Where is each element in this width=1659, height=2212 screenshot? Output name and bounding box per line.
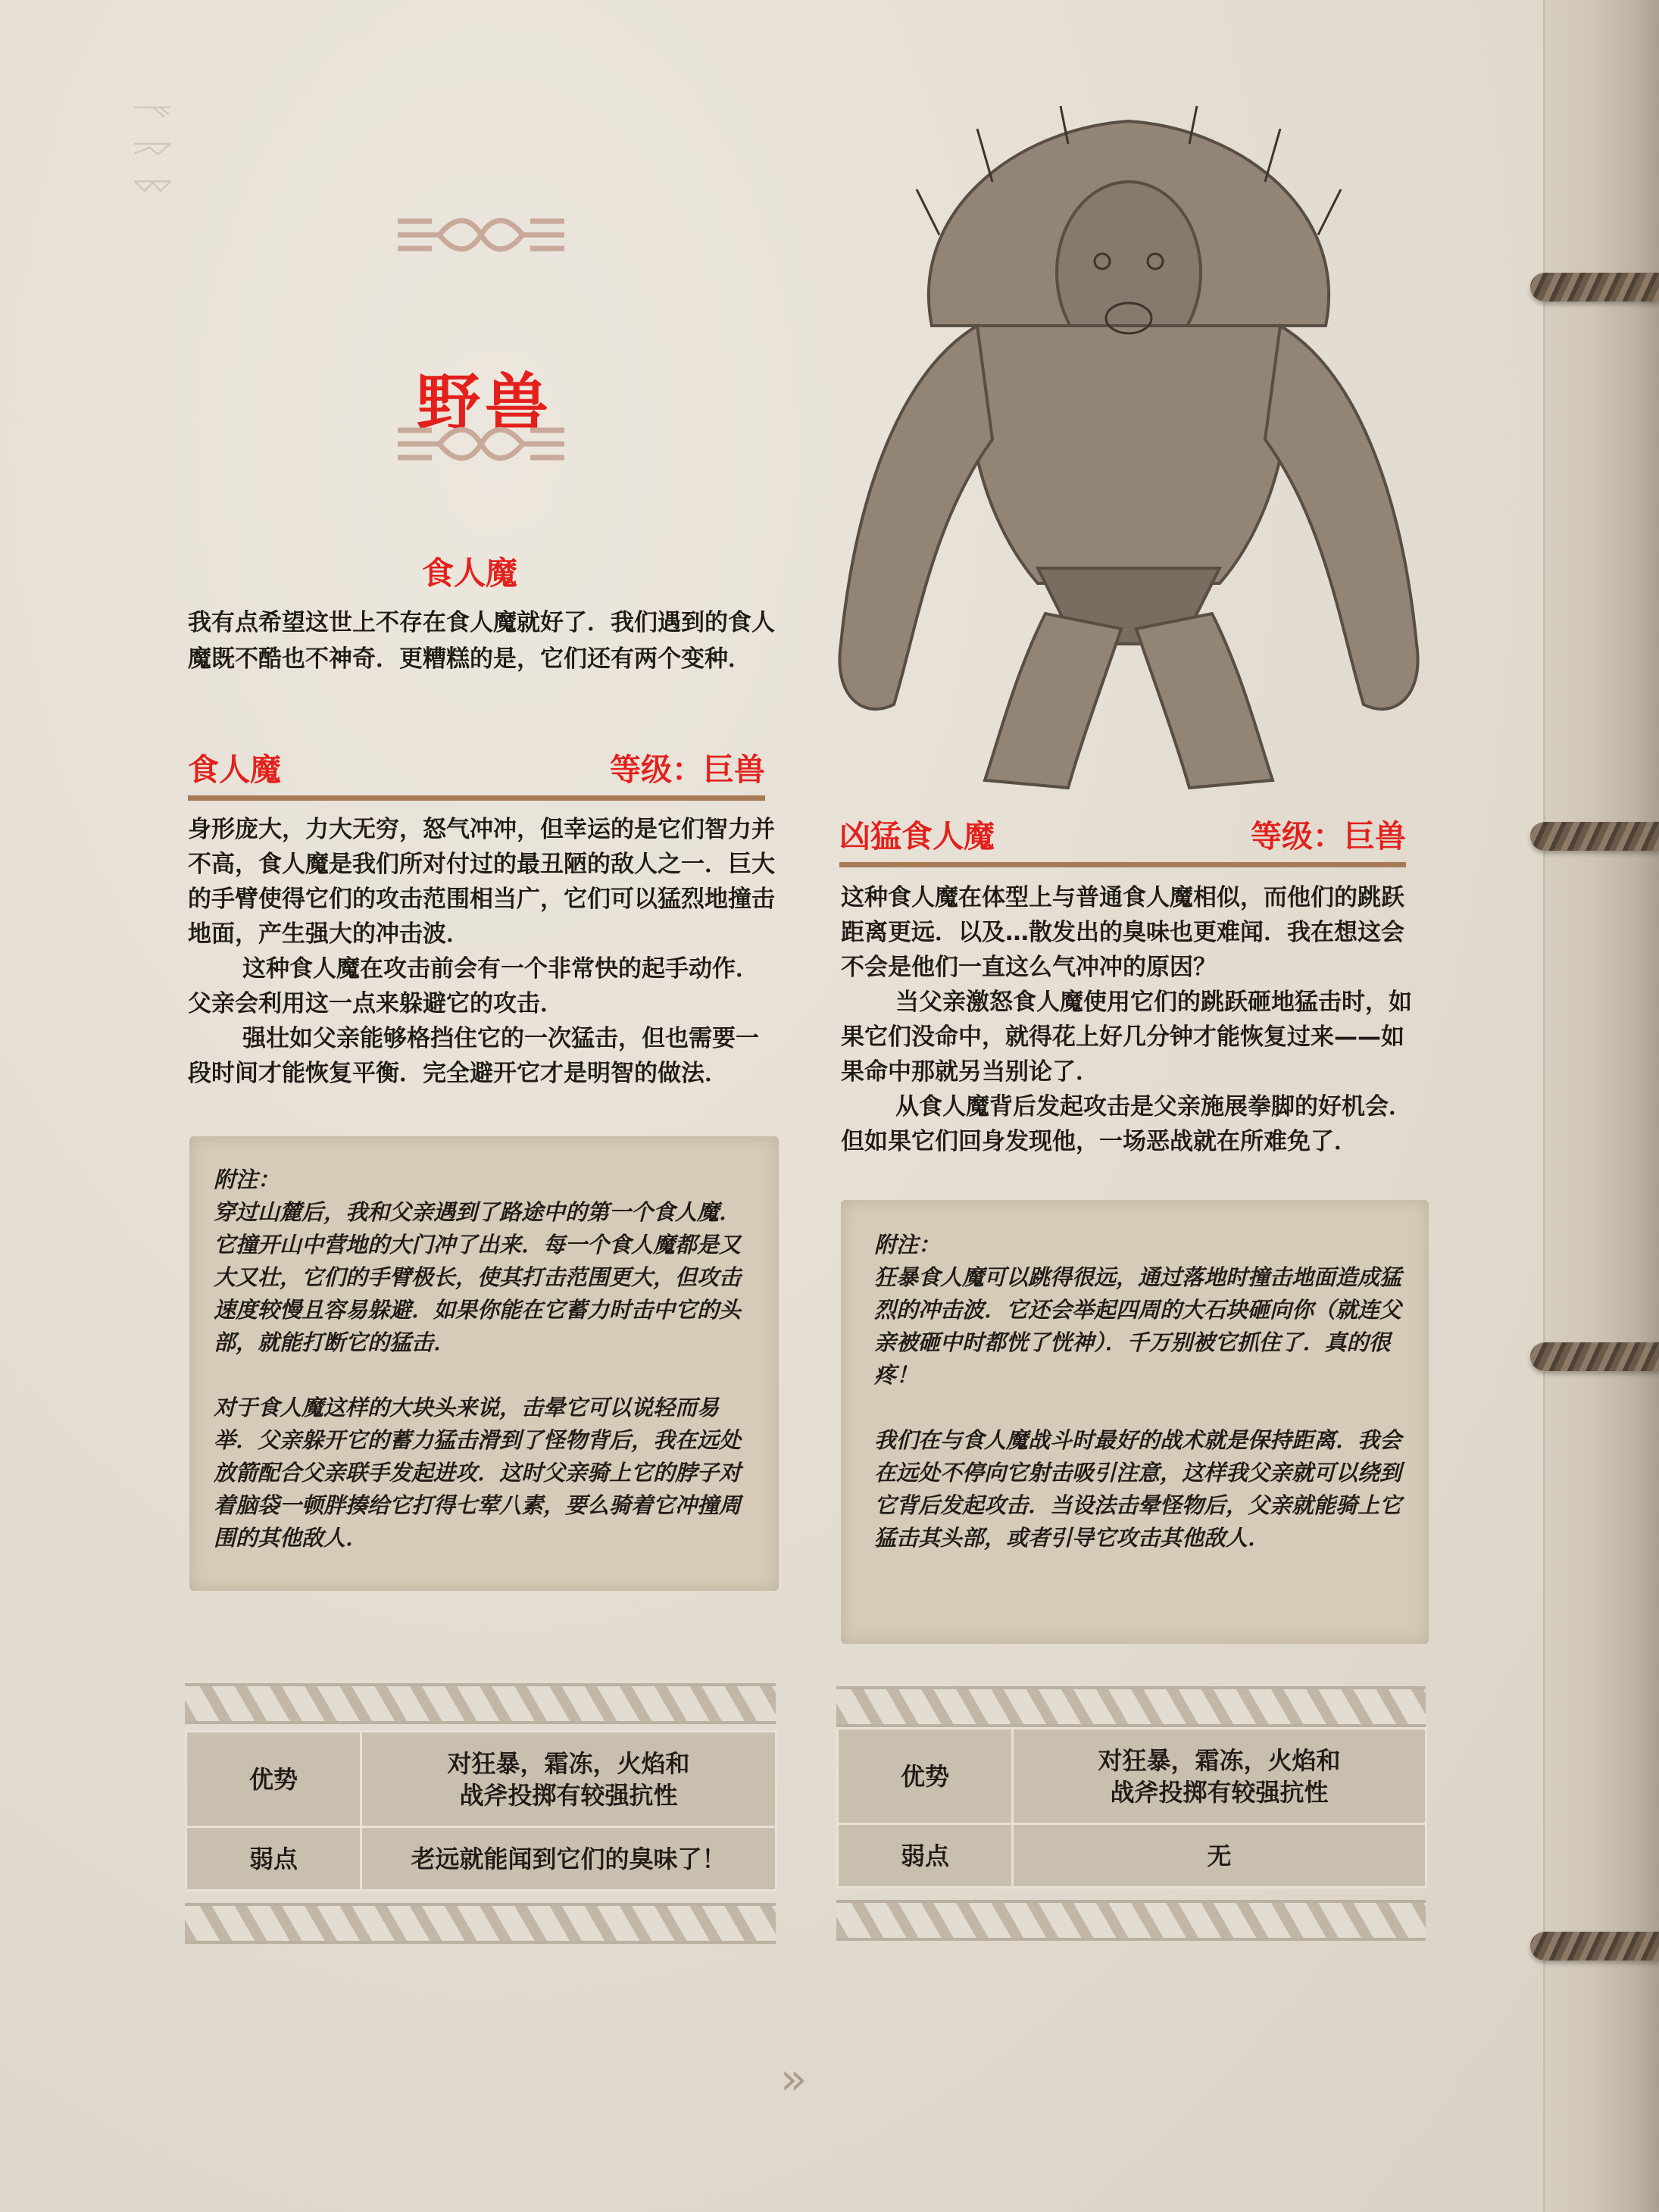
right-paragraph: 当父亲激怒食人魔使用它们的跳跃砸地猛击时，如果它们没命中，就得花上好几分钟才能恢复过来——如果命中那就另当别论了． <box>841 989 1412 1086</box>
section-title: 食人魔 <box>421 555 517 592</box>
page-title: 野兽 <box>416 366 553 442</box>
binding-rope <box>1530 1932 1659 1960</box>
right-weakness-value: 无 <box>1013 1824 1426 1888</box>
right-strength-value: 对狂暴，霜冻，火焰和 战斧投掷有较强抗性 <box>1013 1729 1426 1824</box>
left-note-paragraph: 对于食人魔这样的大块头来说，击晕它可以说轻而易举．父亲躲开它的蓄力猛击滑到了怪物背后，我在远处放箭配合父亲联手发起进攻．这时父亲骑上它的脖子对着脑袋一顿胖揍给它打得七荤八素，要么骑着它冲撞周围的其他敌人． <box>214 1395 742 1551</box>
ogre-illustration <box>818 98 1439 811</box>
right-pattern-band-bottom <box>836 1900 1426 1941</box>
left-note-label: 附注： <box>214 1167 280 1192</box>
binding-rope <box>1530 1342 1659 1371</box>
binding-rope <box>1530 822 1659 851</box>
left-monster-grade: 等级：巨兽 <box>610 751 765 788</box>
binding-rope <box>1530 273 1659 301</box>
left-strength-value: 对狂暴，霜冻，火焰和 战斧投掷有较强抗性 <box>361 1732 776 1827</box>
left-note-box <box>189 1136 779 1591</box>
left-paragraph: 强壮如父亲能够格挡住它的一次猛击，但也需要一段时间才能恢复平衡．完全避开它才是明智的做法． <box>188 1025 759 1087</box>
right-paragraph: 这种食人魔在体型上与普通食人魔相似，而他们的跳跃距离更远．以及…散发出的臭味也更难闻．我在想这会不会是他们一直这么气冲冲的原因？ <box>841 884 1404 981</box>
knot-ornament-top <box>394 212 568 258</box>
right-monster-grade: 等级：巨兽 <box>1251 818 1406 854</box>
left-strength-label: 优势 <box>186 1732 361 1827</box>
right-note-label: 附注： <box>874 1232 941 1258</box>
right-note-box <box>841 1200 1429 1644</box>
knot-ornament-bottom <box>394 421 568 467</box>
right-description <box>841 880 1417 1159</box>
right-note-paragraph: 狂暴食人魔可以跳得很远，通过落地时撞击地面造成猛烈的冲击波．它还会举起四周的大石块砸向你（就连父亲被砸中时都恍了恍神）．千万别被它抓住了．真的很疼！ <box>874 1264 1402 1388</box>
right-section-header <box>839 817 1406 867</box>
left-weakness-label: 弱点 <box>186 1827 361 1891</box>
left-description <box>188 812 779 1091</box>
right-note-paragraph: 我们在与食人魔战斗时最好的战术就是保持距离．我会在远处不停向它射击吸引注意，这样我父亲就可以绕到它背后发起攻击．当设法击晕怪物后，父亲就能骑上它猛击其头部，或者引导它攻击其他敌人． <box>874 1427 1402 1551</box>
left-pattern-band-top <box>185 1683 776 1724</box>
book-binding <box>1543 0 1659 2212</box>
right-paragraph: 从食人魔背后发起攻击是父亲施展拳脚的好机会．但如果它们回身发现他，一场恶战就在所难免了． <box>841 1093 1412 1155</box>
right-pattern-band-top <box>836 1686 1426 1727</box>
right-stat-table <box>836 1727 1427 1889</box>
intro-text: 我有点希望这世上不存在食人魔就好了．我们遇到的食人魔既不酷也不神奇．更糟糕的是，它们还有两个变种． <box>188 609 775 673</box>
double-chevron-right-icon[interactable]: » <box>780 2053 797 2104</box>
left-paragraph: 身形庞大，力大无穷，怒气冲冲，但幸运的是它们智力并不高，食人魔是我们所对付过的最丑陋的敌人之一．巨大的手臂使得它们的攻击范围相当广，它们可以猛烈地撞击地面，产生强大的冲击波． <box>188 816 775 948</box>
left-weakness-value: 老远就能闻到它们的臭味了！ <box>361 1827 776 1891</box>
right-strength-label: 优势 <box>838 1729 1013 1824</box>
rune-marks: ᚠ ᚱ ᛒ <box>129 98 177 198</box>
left-pattern-band-bottom <box>185 1903 776 1944</box>
left-stat-table <box>185 1730 777 1892</box>
left-paragraph: 这种食人魔在攻击前会有一个非常快的起手动作．父亲会利用这一点来躲避它的攻击． <box>188 955 759 1017</box>
left-monster-name: 食人魔 <box>188 751 281 788</box>
right-weakness-label: 弱点 <box>838 1824 1013 1888</box>
right-monster-name: 凶猛食人魔 <box>839 818 995 854</box>
left-note-paragraph: 穿过山麓后，我和父亲遇到了路途中的第一个食人魔．它撞开山中营地的大门冲了出来．每一个食人魔都是又大又壮，它们的手臂极长，使其打击范围更大，但攻击速度较慢且容易躲避．如果你能在它蓄力时击中它的头部，就能打断它的猛击． <box>214 1199 742 1355</box>
left-section-header <box>188 750 765 801</box>
